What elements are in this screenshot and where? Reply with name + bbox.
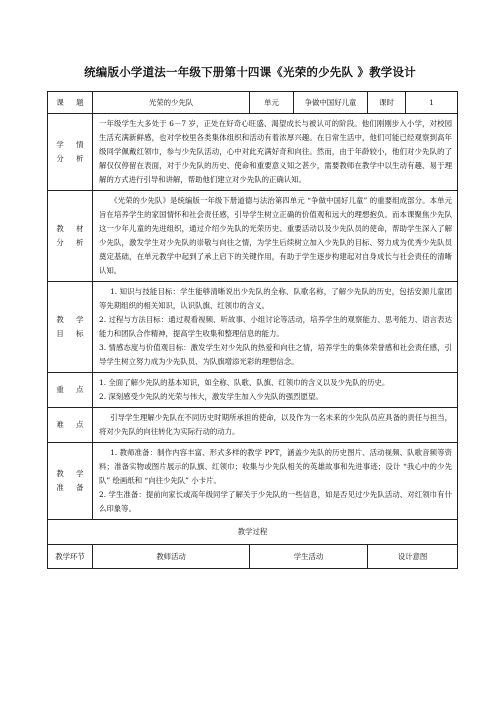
section-content: 1. 知识与技能目标：学生能够清晰说出少先队的全称、队歌名称，了解少先队的历史，包括安源儿童团等先期组织的相关知识，认识队旗、红领巾的含义。 2. 过程与方法目标：通过观看视频、听故事、小组讨论等活动，培养学生的观察能力、思考能力、语言表达能力和团队合作精神，提高学生收集和整理信息的能力。 3. 情感态度与价值观目标：激发学生对少先队的热爱和向往之情，培养学生的集体荣誉感和社会责任感，引导学生树立努力成为少先队员、为队旗增添光彩的理想信念。 [93, 282, 458, 373]
section-textbook-analysis [48, 191, 458, 282]
section-label: 教 学 目 标 [48, 282, 93, 373]
process-columns-row [48, 545, 458, 569]
column-header-teacher: 教师活动 [93, 545, 250, 569]
section-label: 教 学 准 备 [48, 443, 93, 520]
section-difficulties [48, 408, 458, 443]
topic-label: 课 题 [48, 92, 93, 114]
section-teaching-objectives [48, 282, 458, 373]
header-row [48, 92, 458, 114]
section-learner-analysis [48, 114, 458, 191]
section-key-points [48, 373, 458, 408]
process-heading: 教学过程 [48, 520, 458, 545]
section-content: 引导学生理解少先队在不同历史时期所承担的使命，以及作为一名未来的少先队员应具备的责任与担当，将对少先队的向往转化为实际行动的动力。 [93, 408, 458, 443]
section-content: 《光荣的少先队》是统编版一年级下册道德与法治第四单元 “争做中国好儿童” 的重要组成部分。本单元旨在培养学生的家国情怀和社会责任感，引导学生树立正确的价值观和远大的理想抱负。而本课聚焦少先队这一少年儿童的先进组织，通过介绍少先队的光荣历史、重要活动以及少先队员的使命，帮助学生深入了解少先队，激发学生对少先队的崇敬与向往之情，为学生后续树立加入少先队的目标、努力成为优秀少先队员奠定基础，在单元教学中起到了承上启下的关键作用，有助于学生逐步构建起对自身成长与社会责任的清晰认知。 [93, 191, 458, 282]
section-label: 重 点 [48, 373, 93, 408]
column-header-intent: 设计意图 [368, 545, 458, 569]
unit-value: 争做中国好儿童 [294, 92, 368, 114]
section-content: 1. 教师准备：制作内容丰富、形式多样的教学 PPT，涵盖少先队的历史图片、活动视频、队歌音频等资料；准备实物或图片展示的队旗、红领巾；收集与少先队相关的英雄故事和先进事迹；设计 “我心中的少先队” 绘画纸和 “向往少先队” 小卡片。 2. 学生准备：提前向家长或高年级同学了解关于少先队的一些信息，如是否见过少先队活动、对红领巾有什么印象等。 [93, 443, 458, 520]
section-content: 1. 全面了解少先队的基本知识，如全称、队歌、队旗、红领巾的含义以及少先队的历史。 2. 深刻感受少先队的光荣与伟大，激发学生加入少先队的强烈愿望。 [93, 373, 458, 408]
section-preparation [48, 443, 458, 520]
section-content: 一年级学生大多处于 6－7 岁，正处在好奇心旺盛、渴望成长与被认可的阶段。他们刚刚步入小学，对校园生活充满新鲜感，也对学校里各类集体组织和活动有着浓厚兴趣。在日常生活中，他们可能已经观察到高年级同学佩戴红领巾，参与少先队活动，心中对此充满好奇和向往。然而，由于年龄较小，他们对少先队的了解仅仅停留在表面，对于少先队的历史、使命和重要意义知之甚少，需要教师在教学中以生动有趣、易于理解的方式进行引导和讲解，帮助他们建立对少先队的正确认知。 [93, 114, 458, 191]
topic-value: 光荣的少先队 [93, 92, 250, 114]
section-label: 学 情 分 析 [48, 114, 93, 191]
hours-value: 1 [406, 92, 458, 114]
column-header-student: 学生活动 [250, 545, 368, 569]
unit-label: 单元 [250, 92, 294, 114]
column-header-stage: 教学环节 [48, 545, 93, 569]
page-title: 统编版小学道法一年级下册第十四课《光荣的少先队 》教学设计 [84, 65, 416, 79]
hours-label: 课时 [368, 92, 406, 114]
lesson-plan-table [47, 91, 458, 569]
section-label: 难 点 [48, 408, 93, 443]
section-label: 教 材 分 析 [48, 191, 93, 282]
process-heading-row [48, 520, 458, 545]
